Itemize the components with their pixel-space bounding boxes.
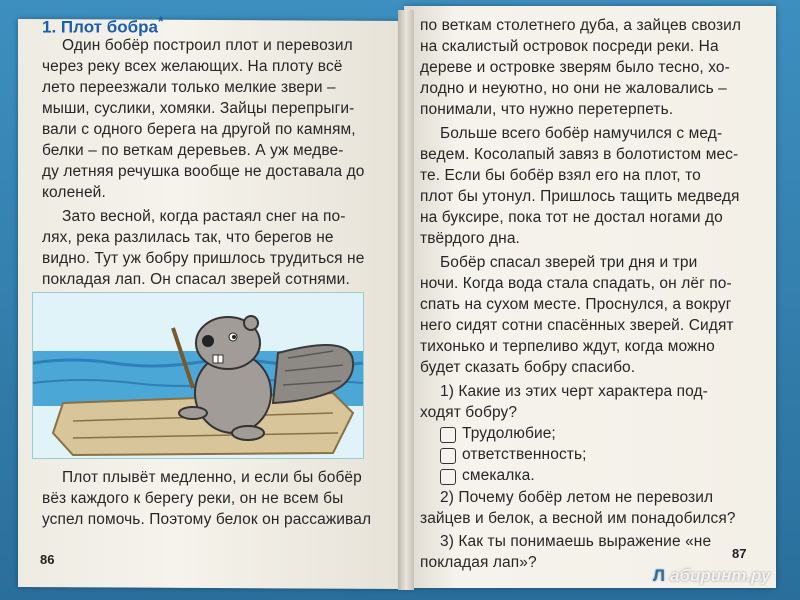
answer-checkbox[interactable]	[440, 448, 456, 464]
text-line: по веткам столетнего дуба, а зайцев свозил	[420, 17, 742, 34]
text-line: Плот плывёт медленно, и если бы бобёр	[62, 469, 362, 486]
text-line: на скалистый островок посреди реки. На	[420, 38, 719, 55]
text-line: Бобёр спасал зверей три дня и три	[440, 254, 698, 271]
question-line: 1) Какие из этих черт характера под-	[440, 383, 708, 400]
text-line: понимали, что нужно перетерпеть.	[420, 101, 674, 118]
text-line: тихонько и терпеливо ждут, когда можно	[420, 338, 715, 355]
answer-option: Трудолюбие;	[462, 425, 556, 442]
text-line: Больше всего бобёр намучился с мед-	[440, 125, 723, 142]
beaver-on-raft-image	[33, 293, 363, 458]
text-line: твёрдого дна.	[420, 230, 520, 247]
book-spine	[398, 10, 414, 590]
answer-checkbox[interactable]	[440, 469, 456, 485]
question-line: ходят бобру?	[420, 404, 518, 421]
text-line: те. Если бы бобёр взял его на плот, то	[420, 167, 701, 184]
text-line: спать на сухом месте. Проснулся, а вокруг	[420, 296, 732, 313]
heading-mark: *	[157, 14, 164, 30]
question-line: зайцев и белок, а весной им понадобился?	[420, 510, 736, 527]
heading-number: 1.	[42, 17, 57, 37]
section-heading	[42, 14, 163, 38]
text-line: коленей.	[42, 184, 106, 201]
text-line: него сидят сотни спасённых зверей. Сидят	[420, 317, 734, 334]
text-line: покладая лап. Он спасал зверей сотнями.	[42, 271, 350, 288]
heading-title: Плот бобра	[60, 17, 158, 37]
text-line: Зато весной, когда растаял снег на по-	[62, 208, 346, 225]
watermark-logo-letter: Л	[650, 567, 668, 585]
text-line: мыши, суслики, хомяки. Зайцы перепрыги-	[42, 100, 355, 117]
text-line: видно. Тут уж бобру пришлось трудиться не	[42, 250, 365, 267]
text-line: вёз каждого к берегу реки, он не всем бы	[42, 490, 344, 507]
page-number-right: 87	[732, 546, 747, 561]
text-line: ночи. Когда вода стала спадать, он лёг по-	[420, 275, 732, 292]
text-line: плот бы утонул. Пришлось тащить медведя	[420, 188, 740, 205]
question-line: покладая лап»?	[420, 554, 537, 571]
text-line: лодно и неуютно, но они не жаловались –	[420, 80, 727, 97]
answer-option: смекалка.	[462, 467, 535, 484]
page-number-left: 86	[40, 552, 55, 567]
watermark-text: абиринт.ру	[670, 566, 771, 585]
text-line: ведем. Косолапый завяз в болотистом мес-	[420, 146, 739, 163]
text-line: белки – по веткам деревьев. А уж медве-	[42, 142, 344, 159]
answer-option: ответственность;	[462, 446, 587, 463]
text-line: успел помочь. Поэтому белок он рассаживал	[42, 511, 372, 528]
answer-checkbox[interactable]	[440, 427, 456, 443]
text-line: будет сказать бобру спасибо.	[420, 359, 636, 376]
text-line: ду летняя речушка вообще не доставала до	[42, 163, 365, 180]
text-line: Один бобёр построил плот и перевозил	[62, 37, 353, 54]
beaver-illustration	[32, 292, 364, 459]
question-line: 2) Почему бобёр летом не перевозил	[440, 489, 714, 506]
text-line: на буксире, пока тот не достал ногами до	[420, 209, 723, 226]
question-line: 3) Как ты понимаешь выражение «не	[440, 533, 712, 550]
text-line: вали с одного берега на другой по камням,	[42, 121, 356, 138]
text-line: через реку всех желающих. На плоту всё	[42, 58, 343, 75]
text-line: лях, река разлилась так, что берегов не	[42, 229, 334, 246]
text-line: лето переезжали только мелкие звери –	[42, 79, 336, 96]
text-line: дереве и островке зверям было тесно, хо-	[420, 59, 730, 76]
site-watermark	[650, 566, 770, 586]
